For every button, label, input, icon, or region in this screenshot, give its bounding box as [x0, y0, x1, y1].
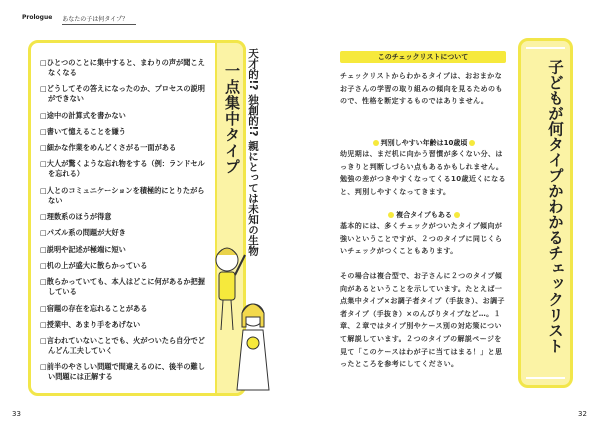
composite-paragraph: 基本的には、多くチェックがついたタイプ傾向が強いということですが、２つのタイプに同じくらいチェックがつくこともあります。	[340, 222, 503, 256]
checklist-item: □途中の計算式を書かない	[40, 110, 126, 120]
parent-child-illustration	[205, 235, 280, 400]
divider	[526, 47, 565, 49]
running-head-label: Prologue	[22, 14, 53, 21]
checklist-item: □大人が驚くような忘れ物をする（例：ランドセルを忘れる）	[40, 159, 205, 179]
page-number-left: 33	[12, 410, 21, 418]
type-tab-label: 一点集中タイプ	[223, 63, 241, 175]
checklist-item: □前半のやさしい問題で間違えるのに、後半の難しい問題には正解する	[40, 362, 205, 382]
example-paragraph: その場合は複合型で、お子さんに２つのタイプ傾向があるということを示しています。たとえば一点集中タイプ×お調子者タイプ（手抜き）、お調子者タイプ（手抜き）×のんびりタイプなど…。１章、２章ではタイプ別やケース別の対応策について解説しています。２つのタイプの解説ページを見て「このケースはわが子に当てはまる！」と思ったところを参考にしてください。	[340, 272, 505, 369]
checklist-item: □言われていないことでも、火がついたら自分でどんどん工夫していく	[40, 336, 205, 356]
checklist-item: □人とのコミュニケーションを積極的にとりたがらない	[40, 185, 205, 205]
dot-icon	[388, 212, 394, 218]
dot-icon	[454, 212, 460, 218]
checklist-item: □どうしてその答えになったのか、プロセスの説明ができない	[40, 84, 205, 104]
checklist-item: □ひとつのことに集中すると、まわりの声が聞こえなくなる	[40, 58, 205, 77]
subheading-age	[340, 138, 508, 148]
dot-icon	[469, 140, 475, 146]
page-title: 子どもが何タイプかわかるチェックリスト	[546, 59, 564, 354]
age-paragraph: 幼児期は、まだ机に向かう習慣が多くない分、はっきりと判断しづらい点もあるかもしれません。勉強の差がつきやすくなってくる10歳近くになると、判別しやすくなってきます。	[340, 150, 506, 196]
catchcopy: 天才的!? 独創的!? 親にとっては未知の生物	[247, 48, 259, 256]
checklist-item: □書いて憶えることを嫌う	[40, 126, 126, 136]
running-head-section: あなたの子は何タイプ？	[62, 14, 136, 25]
subheading-age-label: 判別しやすい年齢は10歳頃	[380, 139, 468, 147]
divider	[526, 377, 565, 379]
checklist-item: □授業中、あまり手をあげない	[40, 319, 141, 329]
page-number-right: 32	[578, 410, 587, 418]
subheading-composite-label: 複合タイプもある	[396, 211, 452, 219]
title-box	[518, 38, 573, 388]
checklist-item: □細かな作業をめんどくさがる一面がある	[40, 143, 177, 153]
checklist-item: □机の上が盛大に散らかっている	[40, 260, 148, 270]
checklist-item: □宿題の存在を忘れることがある	[40, 303, 148, 313]
checklist-item: □散らかっていても、本人はどこに何があるか把握している	[40, 277, 205, 297]
checklist-item: □理数系のほうが得意	[40, 212, 112, 222]
intro-paragraph: チェックリストからわかるタイプは、おおまかなお子さんの学習の取り組みの傾向を見るためのもので、性格を断定するものではありません。	[340, 72, 503, 106]
running-head	[22, 14, 136, 25]
subheading-composite	[340, 210, 508, 220]
checklist-item: □説明や記述が極端に短い	[40, 244, 126, 254]
checklist-item: □パズル系の問題が大好き	[40, 228, 126, 238]
checklist	[40, 58, 208, 389]
section-heading: このチェックリストについて	[340, 51, 506, 63]
dot-icon	[373, 140, 379, 146]
